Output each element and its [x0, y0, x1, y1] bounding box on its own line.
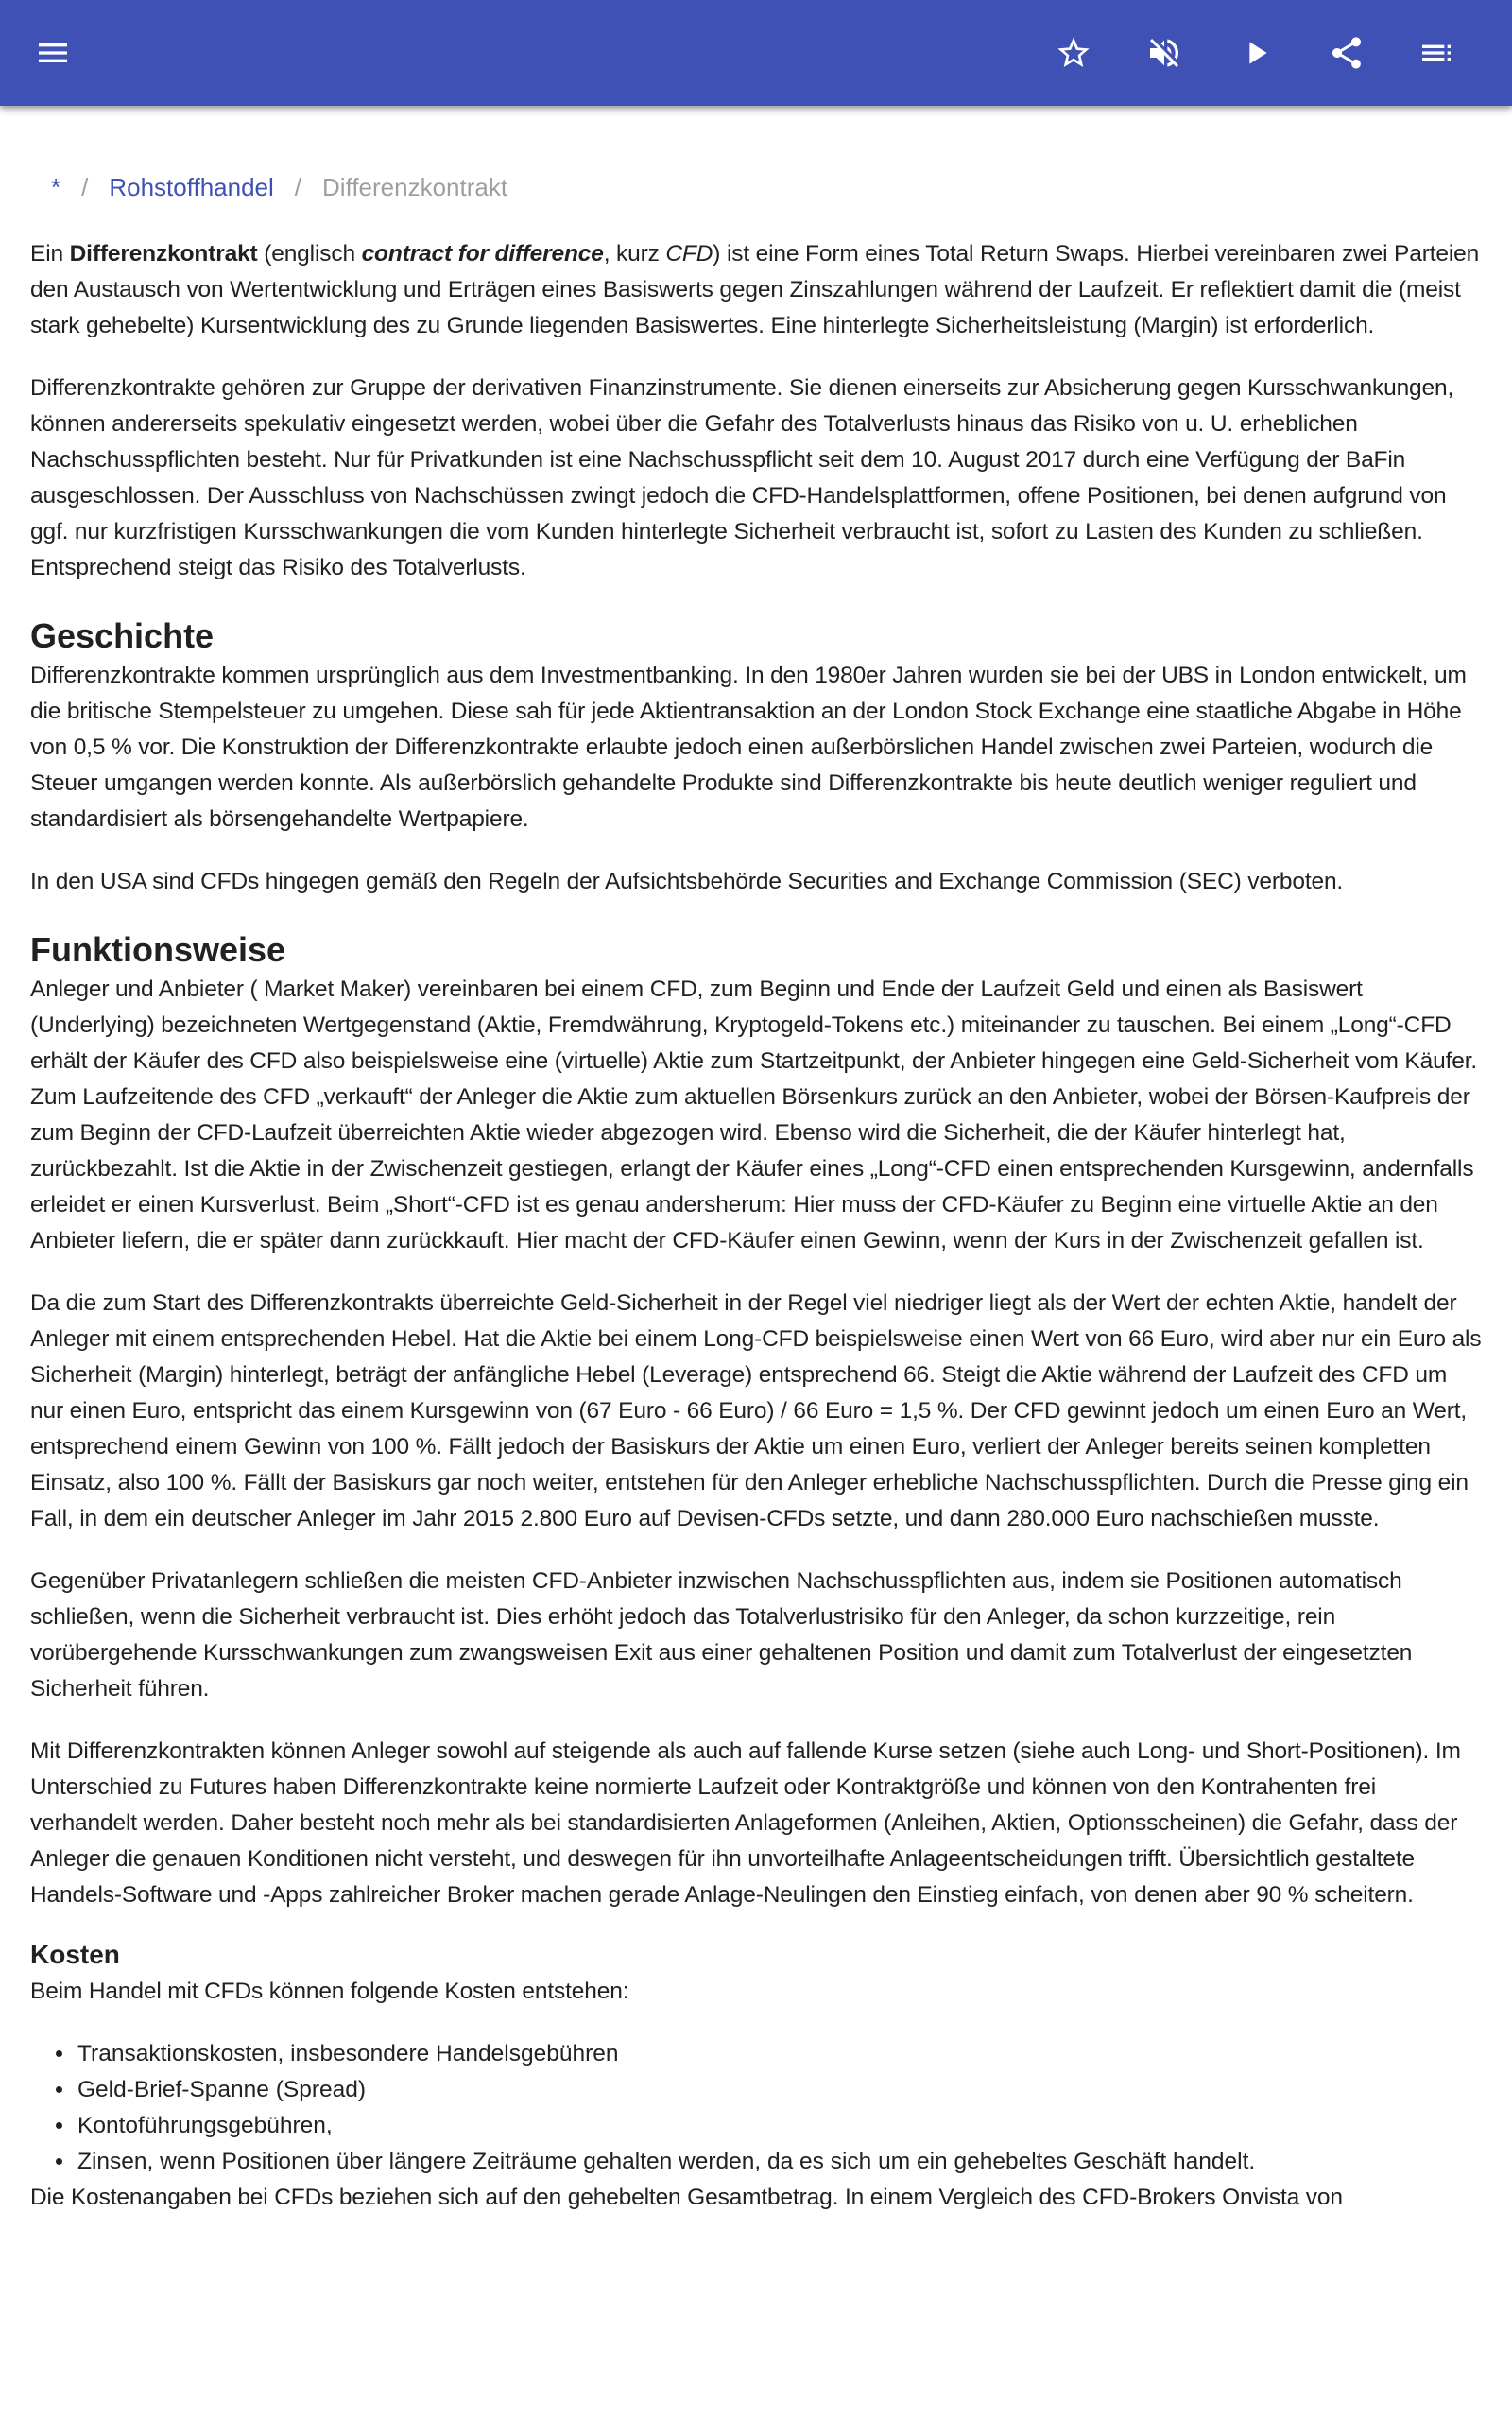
text-run: , kurz — [603, 241, 666, 267]
cost-list — [76, 2036, 1486, 2180]
funktionsweise-paragraph: Gegenüber Privatanlegern schließen die meisten CFD-Anbieter inzwischen Nachschusspflichten aus, indem sie Positionen automatisch schließen, wenn die Sicherheit verbraucht ist. Dies erhöht jedoch das Totalverlustrisiko für den Anleger, da schon kurzzeitige, rein vorübergehende Kursschwankungen zum zwangsweisen Exit aus einer gehaltenen Position und damit zum Totalverlust der eingesetzten Sicherheit führen. — [30, 1568, 1413, 1702]
breadcrumb-parent-link[interactable]: Rohstoffhandel — [109, 173, 274, 201]
table-of-contents-button[interactable] — [1410, 26, 1463, 79]
geschichte-paragraph: In den USA sind CFDs hingegen gemäß den Regeln der Aufsichtsbehörde Securities and Exchange Commission (SEC) verboten. — [30, 869, 1344, 894]
term-abbreviation: CFD — [665, 241, 713, 267]
list-item: • Zinsen, wenn Positionen über längere Zeiträume gehalten werden, da es sich um ein gehebeltes Geschäft handelt. — [76, 2144, 1486, 2180]
intro-paragraph-2: Differenzkontrakte gehören zur Gruppe der derivativen Finanzinstrumente. Sie dienen einerseits zur Absicherung gegen Kursschwankungen, können andererseits spekulativ eingesetzt werden, wobei über die Gefahr des Totalverlusts hinaus das Risiko von u. U. erheblichen Nachschusspflichten besteht. Nur für Privatkunden ist eine Nachschusspflicht seit dem 10. August 2017 durch eine Verfügung der BaFin ausgeschlossen. Der Ausschluss von Nachschüssen zwingt jedoch die CFD-Handelsplattformen, offene Positionen, bei denen aufgrund von ggf. nur kurzfristigen Kursschwankungen die vom Kunden hinterlegte Sicherheit verbraucht ist, sofort zu Lasten des Kunden zu schließen. Entsprechend steigt das Risiko des Totalverlusts. — [30, 375, 1454, 580]
article-content — [30, 106, 1486, 2216]
term-english: contract for difference — [361, 241, 604, 267]
kosten-paragraph: Die Kostenangaben bei CFDs beziehen sich auf den gehebelten Gesamtbetrag. In einem Vergleich des CFD-Brokers Onvista von — [30, 2185, 1343, 2210]
funktionsweise-paragraph: Anleger und Anbieter ( Market Maker) vereinbaren bei einem CFD, zum Beginn und Ende der Laufzeit Geld und einen als Basiswert (Underlying) bezeichneten Wertgegenstand (Aktie, Fremdwährung, Kryptogeld-Tokens etc.) miteinander zu tauschen. Bei einem „Long“-CFD erhält der Käufer des CFD also beispielsweise eine (virtuelle) Aktie zum Startzeitpunkt, der Anbieter hingegen eine Geld-Sicherheit vom Käufer. Zum Laufzeitende des CFD „verkauft“ der Anleger die Aktie zum aktuellen Börsenkurs zurück an den Anbieter, wobei der Börsen-Kaufpreis der zum Beginn der CFD-Laufzeit überreichten Aktie wieder abgezogen wird. Ebenso wird die Sicherheit, die der Käufer hinterlegt hat, zurückbezahlt. Ist die Aktie in der Zwischenzeit gestiegen, erlangt der Käufer eines „Long“-CFD einen entsprechenden Kursgewinn, andernfalls erleidet er einen Kursverlust. Beim „Short“-CFD ist es genau andersherum: Hier muss der CFD-Käufer zu Beginn eine virtuelle Aktie an den Anbieter liefern, die er später dann zurückkauft. Hier macht der CFD-Käufer einen Gewinn, wenn der Kurs in der Zwischenzeit gefallen ist. — [30, 977, 1478, 1253]
funktionsweise-paragraph: Mit Differenzkontrakten können Anleger sowohl auf steigende als auch auf fallende Kurse setzen (siehe auch Long- und Short-Positionen). Im Unterschied zu Futures haben Differenzkontrakte keine normierte Laufzeit oder Kontraktgröße und können von den Kontrahenten frei verhandelt werden. Daher besteht noch mehr als bei standardisierten Anlageformen (Anleihen, Aktien, Optionsscheinen) die Gefahr, dass der Anleger die genauen Konditionen nicht versteht, und deswegen für ihn unvorteilhafte Anlageentscheidungen trifft. Übersichtlich gestaltete Handels-Software und -Apps zahlreicher Broker machen gerade Anlage-Neulingen den Einstieg einfach, von denen aber 90 % scheitern. — [30, 1738, 1461, 1908]
mute-button[interactable] — [1138, 26, 1191, 79]
heading-kosten: Kosten — [30, 1940, 120, 1969]
breadcrumb-separator: / — [294, 173, 302, 201]
kosten-intro: Beim Handel mit CFDs können folgende Kosten entstehen: — [30, 1979, 629, 2004]
volume-off-icon — [1145, 34, 1183, 72]
text-run: Ein — [30, 241, 70, 267]
heading-funktionsweise: Funktionsweise — [30, 930, 286, 969]
menu-button[interactable] — [26, 26, 79, 79]
play-icon — [1237, 34, 1275, 72]
share-button[interactable] — [1320, 26, 1373, 79]
play-button[interactable] — [1229, 26, 1282, 79]
star-outline-icon — [1055, 34, 1092, 72]
list-item: • Geld-Brief-Spanne (Spread) — [76, 2072, 1486, 2108]
geschichte-paragraph: Differenzkontrakte kommen ursprünglich aus dem Investmentbanking. In den 1980er Jahren wurden sie bei der UBS in London entwickelt, um die britische Stempelsteuer zu umgehen. Diese sah für jede Aktientransaktion an der London Stock Exchange eine staatliche Abgabe in Höhe von 0,5 % vor. Die Konstruktion der Differenzkontrakte erlaubte jedoch einen außerbörslichen Handel zwischen zwei Parteien, wodurch die Steuer umgangen werden konnte. Als außerbörslich gehandelte Produkte sind Differenzkontrakte bis heute deutlich weniger reguliert und standardisiert als börsengehandelte Wertpapiere. — [30, 663, 1467, 832]
text-run: (englisch — [257, 241, 362, 267]
breadcrumb-separator: / — [81, 173, 89, 201]
breadcrumb-current: Differenzkontrakt — [322, 173, 508, 201]
breadcrumb-root-link[interactable]: * — [51, 173, 61, 201]
menu-icon — [34, 34, 72, 72]
intro-paragraph — [30, 236, 1486, 344]
table-of-contents-icon — [1418, 34, 1455, 72]
list-item: • Transaktionskosten, insbesondere Handelsgebühren — [76, 2036, 1486, 2072]
heading-geschichte: Geschichte — [30, 616, 215, 655]
funktionsweise-paragraph: Da die zum Start des Differenzkontrakts überreichte Geld-Sicherheit in der Regel viel niedriger liegt als der Wert der echten Aktie, handelt der Anleger mit einem entsprechenden Hebel. Hat die Aktie bei einem Long-CFD beispielsweise einen Wert von 66 Euro, wird aber nur ein Euro als Sicherheit (Margin) hinterlegt, beträgt der anfängliche Hebel (Leverage) entsprechend 66. Steigt die Aktie während der Laufzeit des CFD um nur einen Euro, entspricht das einem Kursgewinn von (67 Euro - 66 Euro) / 66 Euro = 1,5 %. Der CFD gewinnt jedoch um einen Euro an Wert, entsprechend einem Gewinn von 100 %. Fällt jedoch der Basiskurs der Aktie um einen Euro, verliert der Anleger bereits seinen kompletten Einsatz, also 100 %. Fällt der Basiskurs gar noch weiter, entstehen für den Anleger erhebliche Nachschusspflichten. Durch die Presse ging ein Fall, in dem ein deutscher Anleger im Jahr 2015 2.800 Euro auf Devisen-CFDs setzte, und dann 280.000 Euro nachschießen musste. — [30, 1290, 1482, 1531]
term-bold: Differenzkontrakt — [69, 241, 258, 267]
breadcrumb — [51, 168, 1486, 206]
text-run: ) ist eine Form eines Total Return Swaps. Hierbei vereinbaren zwei Parteien den Austausch von Wertentwicklung und Erträgen eines Basiswerts gegen Zinszahlungen während der Laufzeit. Er reflektiert damit die (meist stark gehebelte) Kursentwicklung des zu Grunde liegenden Basiswertes. Eine hinterlegte Sicherheitsleistung (Margin) ist erforderlich. — [30, 241, 1480, 338]
bookmark-button[interactable] — [1047, 26, 1100, 79]
app-bar — [0, 0, 1512, 106]
list-item: • Kontoführungsgebühren, — [76, 2108, 1486, 2144]
share-icon — [1328, 34, 1366, 72]
